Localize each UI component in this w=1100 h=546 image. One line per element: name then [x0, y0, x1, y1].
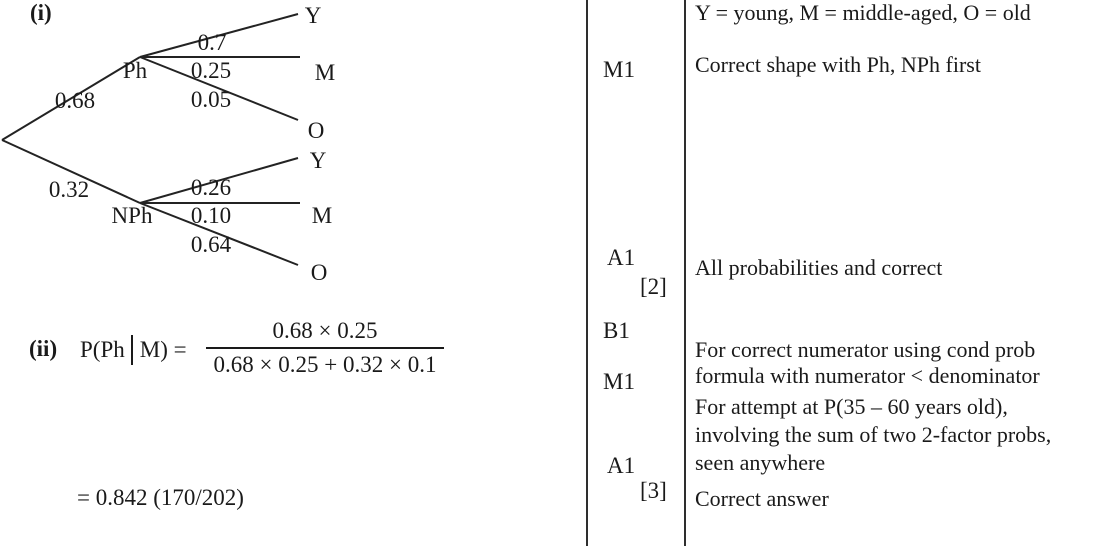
prob-root-nph: 0.32: [48, 177, 90, 202]
node-ph: Ph: [122, 58, 148, 83]
outcome-ph-o: O: [307, 118, 325, 143]
mark-b1-numerator: B1: [603, 318, 630, 343]
comment-b1-line2: formula with numerator < denominator: [695, 363, 1040, 388]
prob-ph-m: 0.25: [190, 58, 232, 83]
mark-subtotal-2: [2]: [640, 274, 667, 299]
mark-m1-tree-shape: M1: [603, 57, 635, 82]
comment-a1-tree: All probabilities and correct: [695, 255, 943, 280]
prob-nph-m: 0.10: [190, 203, 232, 228]
part-i-label: (i): [30, 0, 52, 25]
prob-ph-y: 0.7: [197, 30, 227, 55]
mark-a1-tree-probs: A1: [607, 245, 636, 270]
divider-marks-right: [684, 0, 686, 546]
part-ii-label: (ii): [29, 336, 58, 361]
fraction-denominator: 0.68 × 0.25 + 0.32 × 0.1: [213, 352, 437, 377]
comment-b1-line1: For correct numerator using cond prob: [695, 337, 1036, 362]
conditional-probability-expression: [80, 332, 187, 368]
comment-b1: [695, 337, 1040, 389]
comment-legend: Y = young, M = middle-aged, O = old: [695, 0, 1031, 25]
outcome-nph-m: M: [311, 203, 333, 228]
expression-rhs: M) =: [139, 337, 187, 362]
comment-m1-tree: Correct shape with Ph, NPh first: [695, 52, 981, 77]
mark-subtotal-3: [3]: [640, 478, 667, 503]
prob-ph-o: 0.05: [190, 87, 232, 112]
divider-marks-left: [586, 0, 588, 546]
probability-tree-diagram: [0, 0, 460, 300]
result-value: = 0.842 (170/202): [77, 485, 244, 510]
comment-m1-line2: involving the sum of two 2-factor probs,: [695, 422, 1052, 447]
mark-a1-answer: A1: [607, 453, 636, 478]
outcome-ph-m: M: [314, 60, 336, 85]
outcome-ph-y: Y: [304, 3, 322, 28]
outcome-nph-o: O: [310, 260, 328, 285]
node-nph: NPh: [111, 203, 153, 228]
comment-m1-attempt: [695, 393, 1051, 477]
comment-m1-line3: seen anywhere: [695, 450, 826, 475]
prob-nph-y: 0.26: [190, 175, 232, 200]
comment-a1-answer: Correct answer: [695, 486, 829, 511]
conditional-bar-icon: [131, 335, 133, 365]
fraction-numerator: 0.68 × 0.25: [206, 318, 444, 349]
comment-m1-line1: For attempt at P(35 – 60 years old),: [695, 394, 1008, 419]
mark-m1-attempt: M1: [603, 369, 635, 394]
fraction: [206, 318, 444, 378]
prob-nph-o: 0.64: [190, 232, 232, 257]
expression-lhs: P(Ph: [80, 337, 125, 362]
outcome-nph-y: Y: [309, 148, 327, 173]
prob-root-ph: 0.68: [54, 88, 96, 113]
